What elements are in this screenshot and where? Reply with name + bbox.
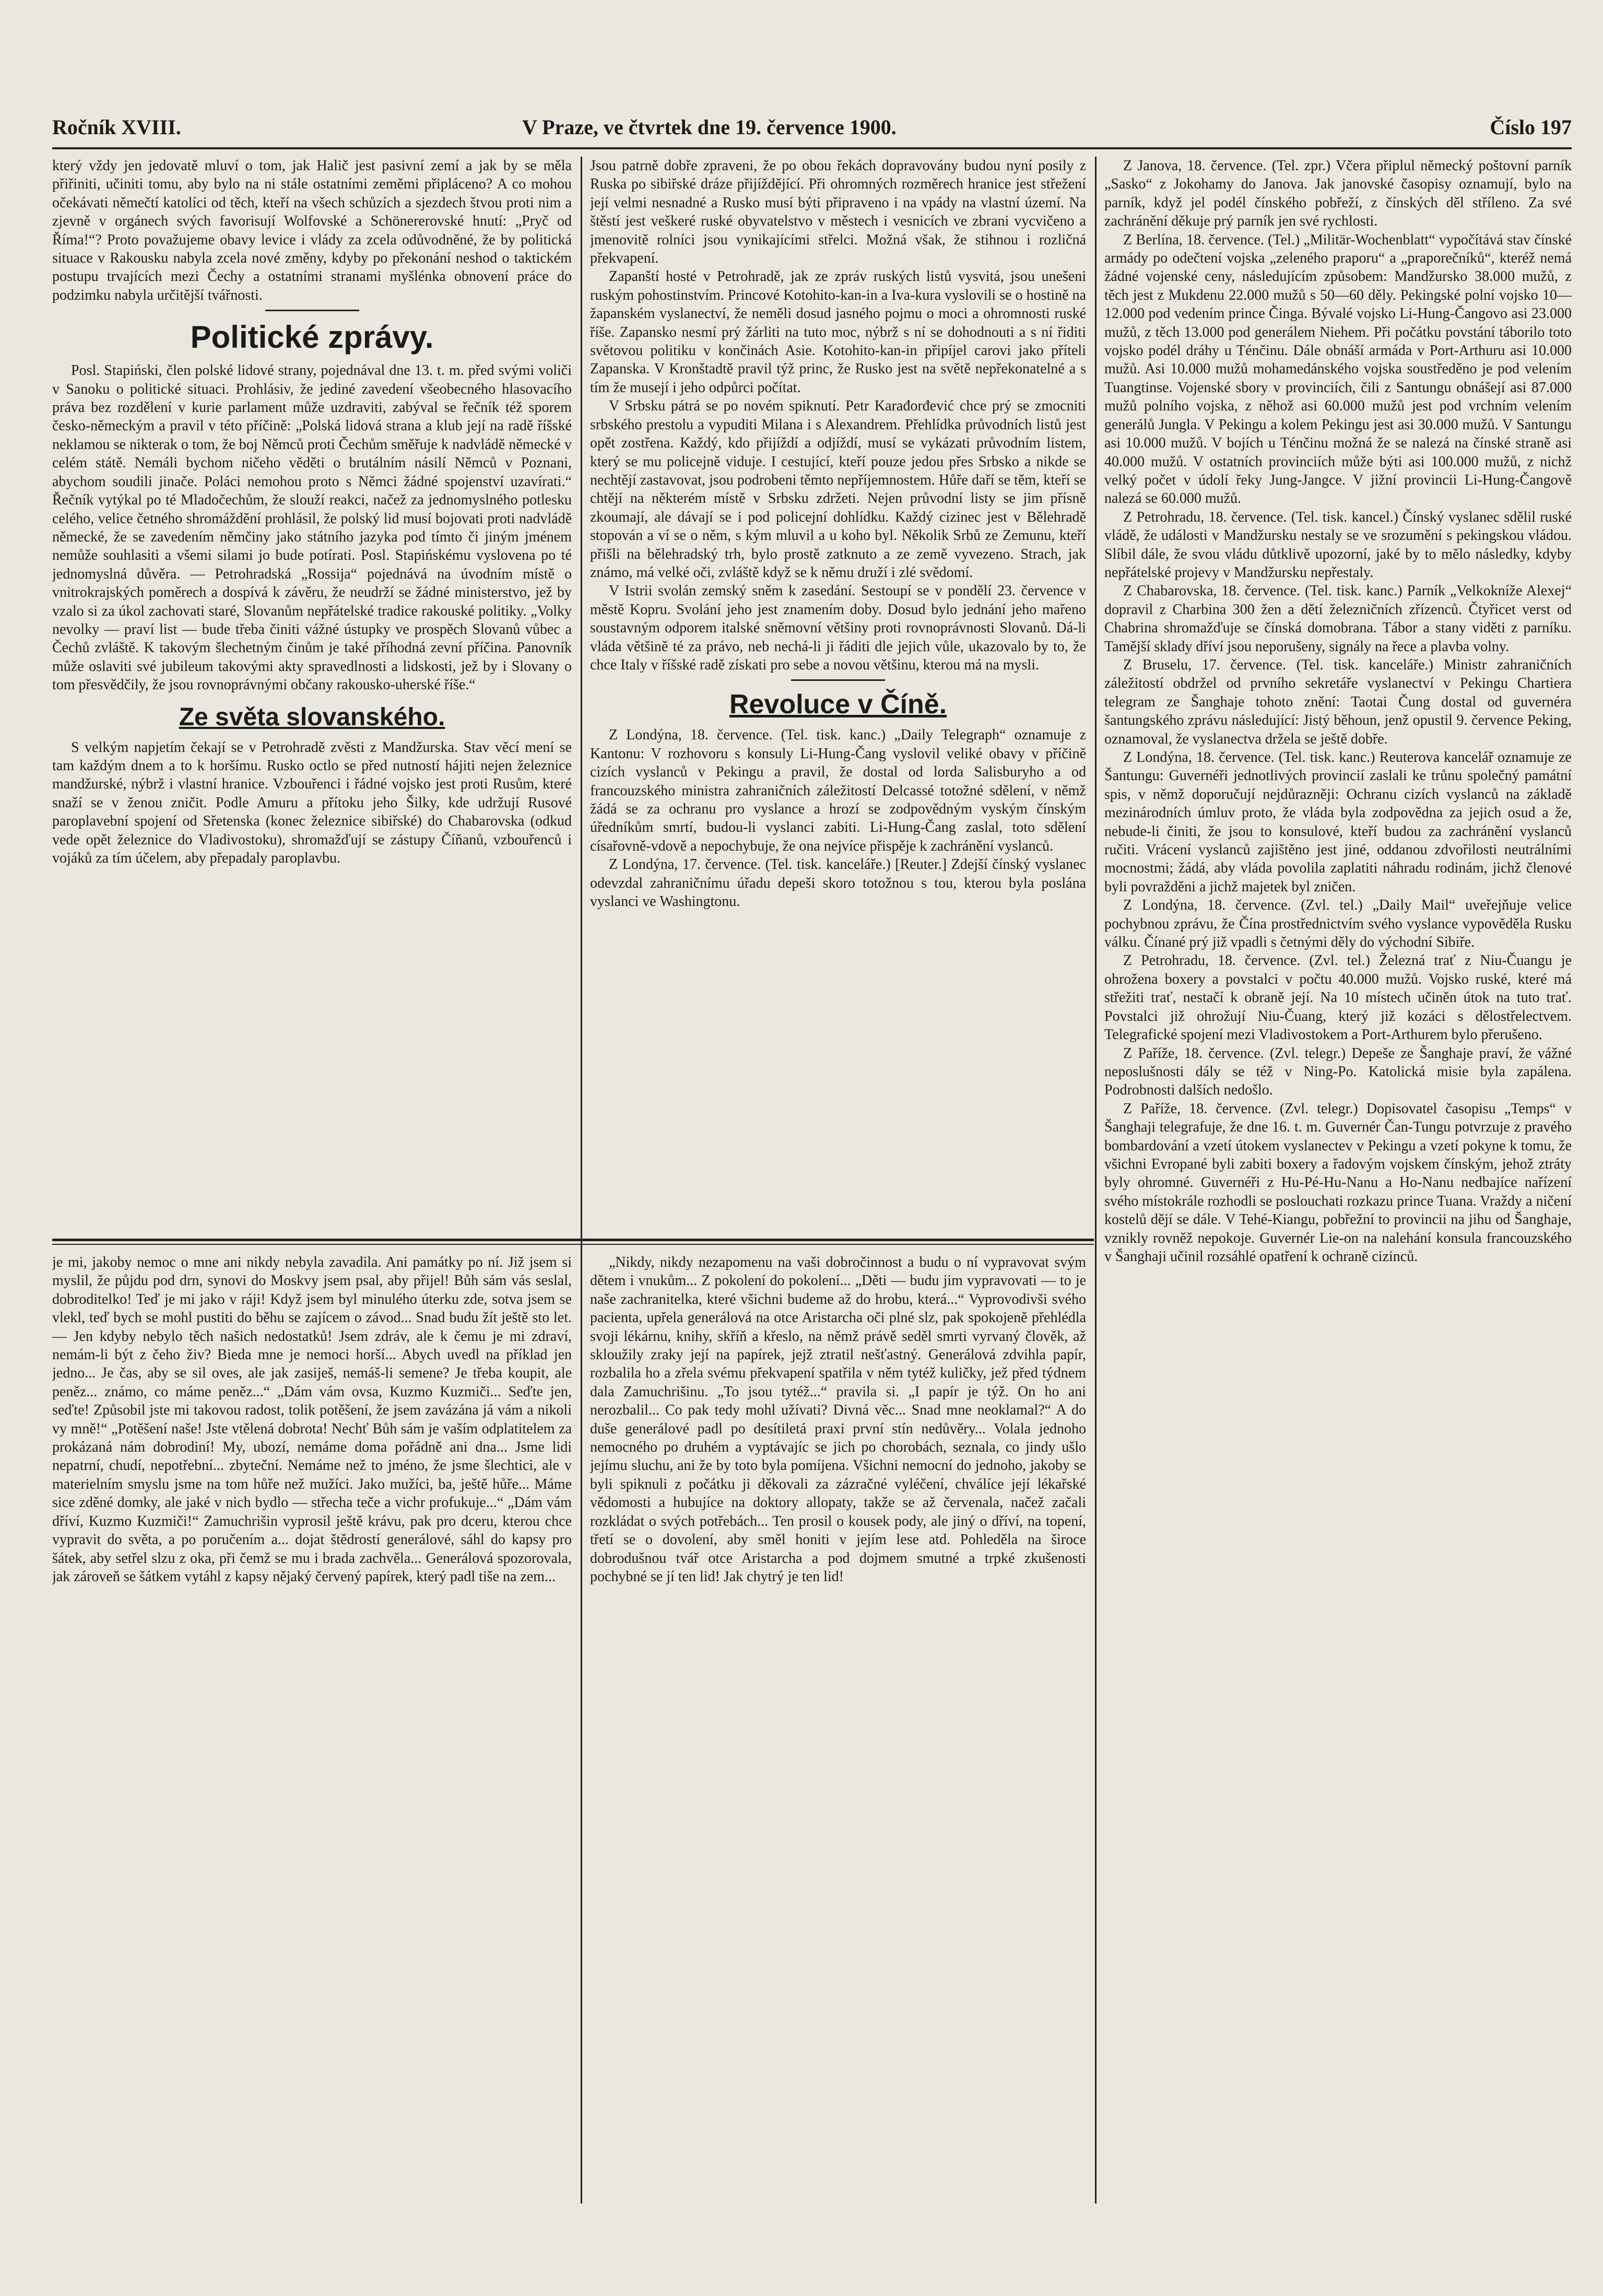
news-item: Z Berlína, 18. července. (Tel.) „Militär-Wochenblatt“ vypočítává stav čínské armády po odečtení vojska „zeleného praporu“ a „praporečníků“, kteréž nemá žádné vojenské ceny, následujícím způsobem: Mandžursko 38.000 mužů, z těch jest z Mukdenu 22.000 mužů s 50—60 děly. Pekingské polní vojsko 10—12.000 pod vedením prince Činga. Bývalé vojsko Li-Hung-Čangovo asi 23.000 mužů, z těch 13.000 pod generálem Niehem. Při počátku povstání táborilo toto vojsko podél dráhy u Ténčinu. Dále obnáší armáda v Port-Arthuru asi 10.000 mužů. Asi 10.000 mužů mohamedánského vojska soustředěno je pod velením Tuangtinse. Vojenské sbory v provinciích, čili z Santungu obnášejí asi 87.000 mužů polního vojska, z něhož asi 60.000 mužů jest pod vrchním velením generálů Jungla. V Pekingu a kolem Pekingu jest asi 30.000 mužů. V Santungu asi 10.000 mužů. V bojích u Ténčinu možná že se nalezá na čínské straně asi 40.000 mužů. V ostatních provinciích může býti asi 100.000 mužů, z nichž velký počet v údolí řeky Jung-Jangce. V jižní provincii Li-Hung-Čangově nalezá se 60.000 mužů.	[1104, 231, 1572, 507]
article-paragraph: V Istrii svolán zemský sněm k zasedání. Sestoupí se v pondělí 23. července v městě Kopru. Svolání jeho jest znamením doby. Dosud bylo jednání jeho mařeno soustavným odporem italské sněmovní většiny proti rovnoprávnosti Slovanů. Dá-li vláda většině té za právo, neb nechá-li ji řáditi dle jejich vůle, ukazovalo by to, že chce Italy v říšské radě získati pro sebe a novou většinu, kterou má na mysli.	[590, 583, 1086, 673]
column-3-news	[1104, 157, 1572, 2198]
news-item: Z Londýna, 17. července. (Tel. tisk. kanceláře.) [Reuter.] Zdejší čínský vyslanec odevzdal zahraničnímu úřadu depeši skoro totožnou s tou, kterou byla poslána vyslanci ve Washingtonu.	[590, 856, 1086, 910]
news-item: Z Janova, 18. července. (Tel. zpr.) Včera připlul německý poštovní parník „Sasko“ z Jokohamy do Janova. Jak janovské časopisy oznamují, bylo na parník, když jel podél čínského pobřeží, z čínských děl stříleno. Za své zachránění děkuje prý parník jen své rychlosti.	[1104, 158, 1572, 230]
column-divider-2	[1095, 157, 1097, 2204]
section-heading-slovansky-svet: Ze světa slovanského.	[179, 703, 445, 731]
feuilleton-text: je mi, jakoby nemoc o mne ani nikdy nebyla zavadila. Ani památky po ní. Již jsem si myslil, že půjdu pod drn, synovi do Moskvy jsem psal, aby přijel! Bůh sám vás seslal, dobroditelko! Teď je mi jako v ráji! Když jsem byl minulého úterku zde, sotva jsem se vlekl, teď bych se mohl pustiti do běhu se zajícem o závod... Snad budu žít ještě sto let. — Jen kdyby nebylo těch našich nedostatků! Jsem zdráv, ale k čemu je mi zdraví, nemám-li být z čeho živ? Bieda mne je nemoci horší... Abych uvedl na příklad jen jedno... Je čas, aby se sil oves, ale jak zasiješ, nemáš-li semene? Je třeba koupit, ale peněz... známo, co máme peněz...“ „Dám vám ovsa, Kuzmo Kuzmiči... Seďte jen, seďte! Způsobil jste mi takovou radost, tolik potěšení, že jsem zavázána já vám a nikoli vy mně!“ „Potěšení naše! Jste vtělená dobrota! Nechť Bůh sám je vaším odplatitelem za prokázaná nám dobrodiní! My, ubozí, nemáme doma pořádně ani dna... Jsme lidi nepatrní, chudí, nepotřební... zbyteční. Nemáme než to jméno, že jsme šlechtici, ale v materielním smyslu jsme na tom hůře než mužíci. Jako mužíci, ba, ještě hůře... Máme sice zděné domky, ale jaké v nich bydlo — střecha teče a vichr profukuje...“ „Dám vám dříví, Kuzmo Kuzmiči!“ Zamuchrišin vyprosil ještě krávu, pak pro dceru, kterou chce vypravit do světa, a po poručením a... dojat štědrostí generálové, sáhl do kapsy pro šátek, aby setřel slzu z oka, při čemž se mu i brada zachvěla... Generálová spozorovala, jak zároveň se šátkem vytáhl z kapsy nějaký červený papírek, který padl tiše na zem...	[52, 1254, 572, 1585]
masthead	[52, 110, 1572, 146]
dateline: V Praze, ve čtvrtek dne 19. července 1900.	[522, 115, 897, 139]
news-item: Z Bruselu, 17. července. (Tel. tisk. kanceláře.) Ministr zahraničních záležitostí obdržel od prvního sekretáře vyslanectví v Pekingu Chartiera telegram ze Šanghaje tohoto znění: Taotai Čung dostal od guvernéra šantungského zprávu následující: Jistý běhoun, jenž opustil 9. července Peking, oznamoval, že vyslanectva držela se ještě dobře.	[1104, 656, 1572, 747]
section-heading-politicke-zpravy: Politické zprávy.	[190, 320, 434, 355]
article-paragraph: Zapanští hosté v Petrohradě, jak ze zpráv ruských listů vysvitá, jsou unešeni ruským pohostinstvím. Princové Kotohito-kan-in a Iva-kura vyslovili se o hostině na žapanském vyslanectví, že neměli dosud jasného pojmu o moci a ohromnosti ruské říše. Zapansko nesmí prý žárliti na tuto moc, nýbrž s ní se dohodnouti a s ní řiditi světovou politiku v končinách Asie. Kotohito-kan-in připíjel carovi jako příteli Zapanska. V Kronštadtě pravil týž princ, že Rusko jest na světě nepřekonatelné a s tím že musejí i jeho odpůrci počítat.	[590, 268, 1086, 396]
news-item: Z Londýna, 18. července. (Tel. tisk. kanc.) „Daily Telegraph“ oznamuje z Kantonu: V rozhovoru s konsuly Li-Hung-Čang vyslovil veliké obavy v příčině cizích vyslanců v Pekingu a pravil, že dostal od lorda Salisburyho a od francouzského ministra zahraničních záležitostí Delcassé totožné sdělení, v němž žádá se za ochranu pro vyslance a hrozí se zodpovědným vyským čínským úředníkům smrtí, budou-li vyslanci zabiti. Li-Hung-Čang zaslal, toto sdělení císařovně-vdově a nepochybuje, že ona nejvíce přispěje k zachránění vyslanců.	[590, 727, 1086, 854]
news-item: Z Petrohradu, 18. července. (Tel. tisk. kancel.) Čínský vyslanec sdělil ruské vládě, že události v Mandžursku nestaly se ve srozumění s pekingskou vládou. Slíbil dále, že svou vládu důtklivě upozorní, jaké by to mělo následky, kdyby nepřátelské projevy v Mandžursku nepřestaly.	[1104, 509, 1572, 581]
news-item: Z Londýna, 18. července. (Zvl. tel.) „Daily Mail“ uveřejňuje velice pochybnou zprávu, že Čína prostřednictvím svého vyslance vypověděla Rusku válku. Čínané prý již vpadli s četnými děly do východní Sibiře.	[1104, 897, 1572, 951]
feuilleton-rule-thin	[52, 1244, 1094, 1245]
feuilleton-rule	[52, 1239, 1094, 1241]
column-divider-1	[581, 157, 582, 2204]
article-paragraph: Posl. Stapiński, člen polské lidové strany, pojednával dne 13. t. m. před svými voliči v Sanoku o politické situaci. Prohlásiv, že jediné zavedení všeobecného hlasovacího práva bez rozdělení v kurie parlament může uzdraviti, zabýval se řečník též sporem česko-německým a pravil v této příčině: „Polská lidová strana a klub její na radě říšské neklamou se nikterak o tom, že boj Němců proti Čechům směřuje k nadvládě německé v celém státě. Nemáli bychom ničeho věděti o brutálním násilí Němců v Poznani, abychom soudili jinače. Poláci nemohou proto s Němci žádné spojenství uzavírati.“ Řečník vytýkal po té Mladočechům, že slouží reakci, načež za jednomyslného potlesku celého, velice četného shromáždění prohlásil, že polský lid musí bojovati proti nadvládě německé, že se zavedením němčiny jako státního jazyka pod tímto či jiným jménem nemůže souhlasiti a všemi silami jo bude potírati. Posl. Stapińskému vyslovena po té jednomyslná důvěra. — Petrohradská „Rossija“ pojednává na úvodním místě o vnitrokrajských poměrech a dospívá k závěru, že neudrží se žádné ministerstvo, jež by vzalo si za úkol zachovati staré, Slovanům nepřátelské tradice rakouské politiky. „Volky nevolky — praví list — bude třeba činiti vážné ústupky ve prospěch Slovanů vůbec a Čechů zvláště. K takovým šlechetným činům je také příhodná zevní příčina. Panovník může oslaviti své jubileum takovými akty spravedlnosti a lidskosti, jež by i Slovany o tom přesvědčily, že jsou rovnoprávnými občany rakousko-uherské říše.“	[52, 362, 572, 693]
issue-number: Číslo 197	[1490, 115, 1572, 139]
article-continuation: Jsou patrně dobře zpraveni, že po obou řekách dopravovány budou nyní posily z Ruska po sibiřské dráze přijíždějící. Při ohromných rozměrech hranice jest střežení její velmi nesnadné a Rusko musí býti připraveno i na vpády na vlastní území. Na štěstí jest veškeré ruské obyvatelstvo v městech i vesnicích ve zbrani vycvičeno a jmenovitě rolníci jsou vynikajícími střelci. Možná však, že stihnou i rozličná překvapení.	[590, 158, 1086, 267]
news-item: Z Petrohradu, 18. července. (Zvl. tel.) Železná trať z Niu-Čuangu je ohrožena boxery a povstalci v počtu 40.000 mužů. Vojsko ruské, které má střežiti trať, nestačí k obraně její. Na 10 místech učiněn útok na tuto trať. Povstalci již ohrožují Niu-Čuang, který již kozáci s dělostřelectvem. Telegrafické spojení mezi Vladivostokem a Port-Arthurem bylo přerušeno.	[1104, 952, 1572, 1043]
volume-label: Ročník XVIII.	[52, 115, 181, 139]
separator	[791, 679, 885, 681]
news-item: Z Londýna, 18. července. (Tel. tisk. kanc.) Reuterova kancelář oznamuje ze Šantungu: Guvernéři jednotlivých provincií zaslali ke trůnu společný památní spis, v němž doporučují nejdůrazněji: Ochranu cizích vyslanců na základě mezinárodních úmluv proto, že vláda byla zodpovědna za jejich osud a že, nebude-li činiti, že jsou to konsulové, kteří budou za zachránění vyslanců ručiti. Vrácení vyslanců zajištěno jest jiné, oddanou zdvořilosti neutrálními mocnostmi; žádá, aby vláda povolila zaplatiti náhradu rodinám, jichž členové byli povražděni a jichž majetek byl zničen.	[1104, 749, 1572, 895]
news-item: Z Paříže, 18. července. (Zvl. telegr.) Dopisovatel časopisu „Temps“ v Šanghaji telegrafuje, že dne 16. t. m. Guvernér Čan-Tungu potvrzuje z pravého bombardování a vzetí útokem vyslanectev v Pekingu a vzetí pokyne k tomu, že všichni Evropané byli zabiti boxery a řadovým vojskem čínským, jehož ztráty byly ohromné. Guvernéři z Hu-Pé-Hu-Nanu a Ho-Nanu nedbajíce nařízení svého místokrále rozhodli se poslouchati rozkazu prince Tuana. Vraždy a ničení kostelů dějí se dále. V Tehé-Kiangu, pobřežní to provincii na jihu od Šanghaje, vznikly rovněž nepokoje. Guvernér Lie-on na nalehání konsula francouzského v Šanghaji učinil rozsáhlé opatření k ochraně cizinců.	[1104, 1100, 1572, 1265]
separator	[265, 310, 359, 311]
column-1-news	[52, 157, 572, 1232]
feuilleton-column-1	[52, 1253, 572, 2198]
news-item: Z Chabarovska, 18. července. (Tel. tisk. kanc.) Parník „Velkokníže Alexej“ dopravil z Charbina 300 žen a dětí železničních zřízenců. Čtyřicet verst od Chabrina shromažďuje se čínská domobrana. Tábor a stany viděti z parníku. Tamější sklady dříví jsou neporušeny, signály na řece a plavba volny.	[1104, 583, 1572, 655]
feuilleton-text: „Nikdy, nikdy nezapomenu na vaši dobročinnost a budu o ní vypravovat svým dětem i vnukům... Z pokolení do pokolení... „Děti — budu jim vypravovati — to je naše zachranitelka, které všichni budeme až do hrobu, která...“ Vyprovodivši svého pacienta, upřela generálová na otce Aristarcha oči plné slz, pak spokojeně přehlédla svoji lékárnu, knihy, skříň a křeslo, na němž právě seděl smrti vyrvaný člověk, až skloužily zraky její na papírek, jejž ztratil nešťastný. Generálová zdvihla papír, rozbalila ho a zřela svému překvapení spatřila v něm tytéž kuličky, jež před týdnem dala Zamuchrišinu. „To jsou tytéž...“ pravila si. „I papír je týž. On ho ani nerozbalil... Co pak tedy mohl užívati? Divná věc... Snad mne neoklamal?“ A do duše generálové padl po desítiletá praxi první stín nedůvěry... Volala jednoho nemocného po druhém a vyptávajíc se jich po chorobách, seznala, co jindy ušlo jejímu sluchu, ani že by toto byla pomíjena. Všichni nemocní do jednoho, jakoby se byli spiknuli z počátku ji děkovali za zázračné vyléčení, chválíce její lékařské vědomosti a hubujíce na doktory allopaty, takže se až červenala, načež začali rozkládat o svých potřebách... Ten prosil o kousek pody, ale jiný o dříví, na topení, třetí se o dovolení, aby směl honiti v jejím lese atd. Pohleděla na široce dobrodušnou tvář otce Aristarcha a pod dojmem smutné a trpké zkušenosti pochybné se jí ten lid! Jak chytrý je ten lid!	[590, 1254, 1086, 1585]
column-2-news	[590, 157, 1086, 1232]
feuilleton-column-2	[590, 1253, 1086, 2198]
article-paragraph: S velkým napjetím čekají se v Petrohradě zvěsti z Mandžurska. Stav věcí mení se tam každým dnem a to k horšímu. Rusko octlo se před nutností hájiti nejen železnice mandžurské, nýbrž i vlastní hranice. Vzbouřenci i řádné vojsko jest proti Rusům, které snaží se v ženou zničit. Podle Amuru a přítoku jeho Šilky, kde udržují Rusové paroplavební spojení od Sřetenska (konec železnice sibiřské) do Chabarovska (odkud vede opět železnice do Vladivostoku), shromažďují se zástupy Číňanů, vzbouřenců i vojáků za tím účelem, aby přepadaly paroplavbu.	[52, 739, 572, 866]
news-item: Z Paříže, 18. července. (Zvl. telegr.) Depeše ze Šanghaje praví, že vážné neposlušnosti dály se též v Ning-Po. Katolická misie byla zapálena. Podrobnosti dalších nedošlo.	[1104, 1045, 1572, 1099]
section-heading-revoluce: Revoluce v Číně.	[729, 689, 947, 720]
header-rule	[52, 147, 1572, 149]
editorial-paragraph: který vždy jen jedovatě mluví o tom, jak Halič jest pasivní zemí a jak by se měla přiřiniti, učiniti tomu, aby bylo na ni stále ostatními zeměmi připláceno? A co mohou očekávati němečtí katolíci od těch, kteří na všech schůzích a sjezdech štvou proti nim a zjevně v orgánech svých favorisují Wolfovské a Schönererovské hnutí: „Pryč od Říma!“? Proto považujeme obavy levice i vlády za zcela odůvodněné, že by politická situace v Rakousku nabyla zcela nové změny, kdyby po překonání neshod o taktickém postupu trvajících mezi Čechy a ostatními stranami myšlénka obnovení práce do podzimku nabyla určitější tvářnosti.	[52, 158, 572, 303]
article-paragraph: V Srbsku pátrá se po novém spiknutí. Petr Karađorđević chce prý se zmocniti srbského prestolu a vypuditi Milana i s Alexandrem. Přehlídka průvodních listů jest opět zostřena. Každý, kdo přijíždí a odjíždí, musí se vykázati průvodním listem, který se mu policejně viduje. I cestující, kteří pouze jedou přes Srbsko a nikde se nechtějí zastavovat, jsou podrobeni těmto nepříjemnostem. Hůře daří se těm, kteří se chtějí na některém místě v Srbsku zdržeti. Nejen průvodní listy se jim přísně zkoumají, ale dávají se i pod policejní dohlídku. Každý cizinec jest v Bělehradě stopován a ví se o něm, s kým mluvil a u koho byl. Několik Srbů ze Zemunu, kteří přišli na bělehradský trh, bylo prostě zatknuto a ze země vyvezeno. Strach, jak známo, má velké oči, zvláště když se k němu druží i zlé svědomí.	[590, 398, 1086, 581]
